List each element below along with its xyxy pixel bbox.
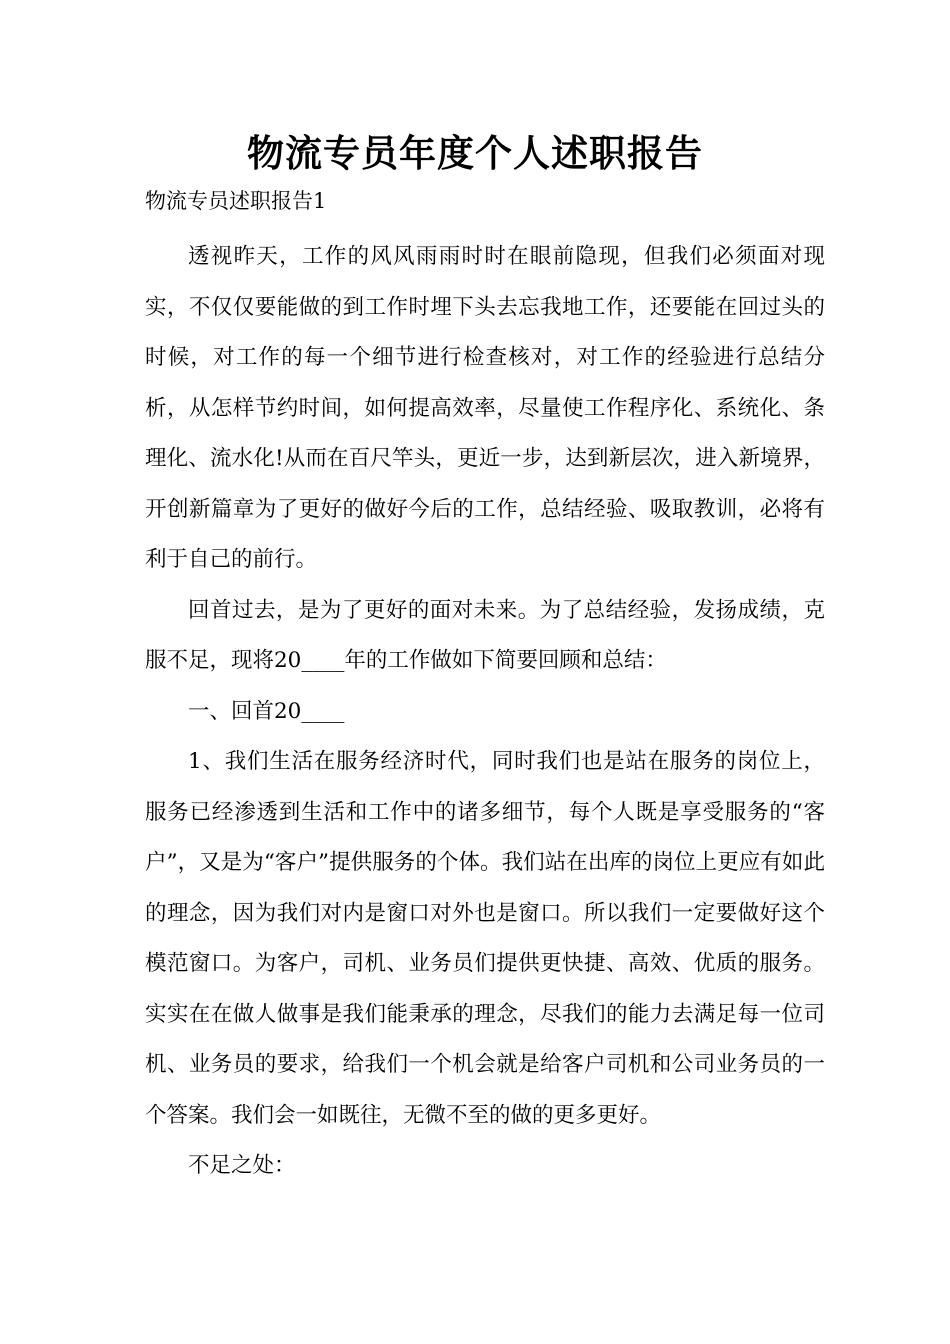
section-heading: 一、回首20____	[188, 698, 345, 724]
document-title: 物流专员年度个人述职报告	[247, 131, 703, 175]
document-body	[145, 232, 825, 1192]
section-heading: 不足之处：	[188, 1153, 296, 1178]
paragraph: 透视昨天，工作的风风雨雨时时在眼前隐现，但我们必须面对现实，不仅仅要能做的到工作时埋下头去忘我地工作，还要能在回过头的时候，对工作的每一个细节进行检查核对，对工作的经验进行总结分析，从怎样节约时间，如何提高效率，尽量使工作程序化、系统化、条理化、流水化!从而在百尺竿头，更近一步，达到新层次，进入新境界，开创新篇章为了更好的做好今后的工作，总结经验、吸取教训，必将有利于自己的前行。	[145, 244, 825, 572]
paragraph: 1、我们生活在服务经济时代，同时我们也是站在服务的岗位上，服务已经渗透到生活和工作中的诸多细节，每个人既是享受服务的“客户”，又是为“客户”提供服务的个体。我们站在出库的岗位上更应有如此的理念，因为我们对内是窗口对外也是窗口。所以我们一定要做好这个模范窗口。为客户，司机、业务员们提供更快捷、高效、优质的服务。实实在在做人做事是我们能秉承的理念，尽我们的能力去满足每一位司机、业务员的要求，给我们一个机会就是给客户司机和公司业务员的一个答案。我们会一如既往，无微不至的做的更多更好。	[145, 749, 825, 1128]
paragraph: 回首过去，是为了更好的面对未来。为了总结经验，发扬成绩，克服不足，现将20____年的工作做如下简要回顾和总结：	[145, 597, 825, 673]
document-subtitle: 物流专员述职报告1	[145, 189, 327, 213]
